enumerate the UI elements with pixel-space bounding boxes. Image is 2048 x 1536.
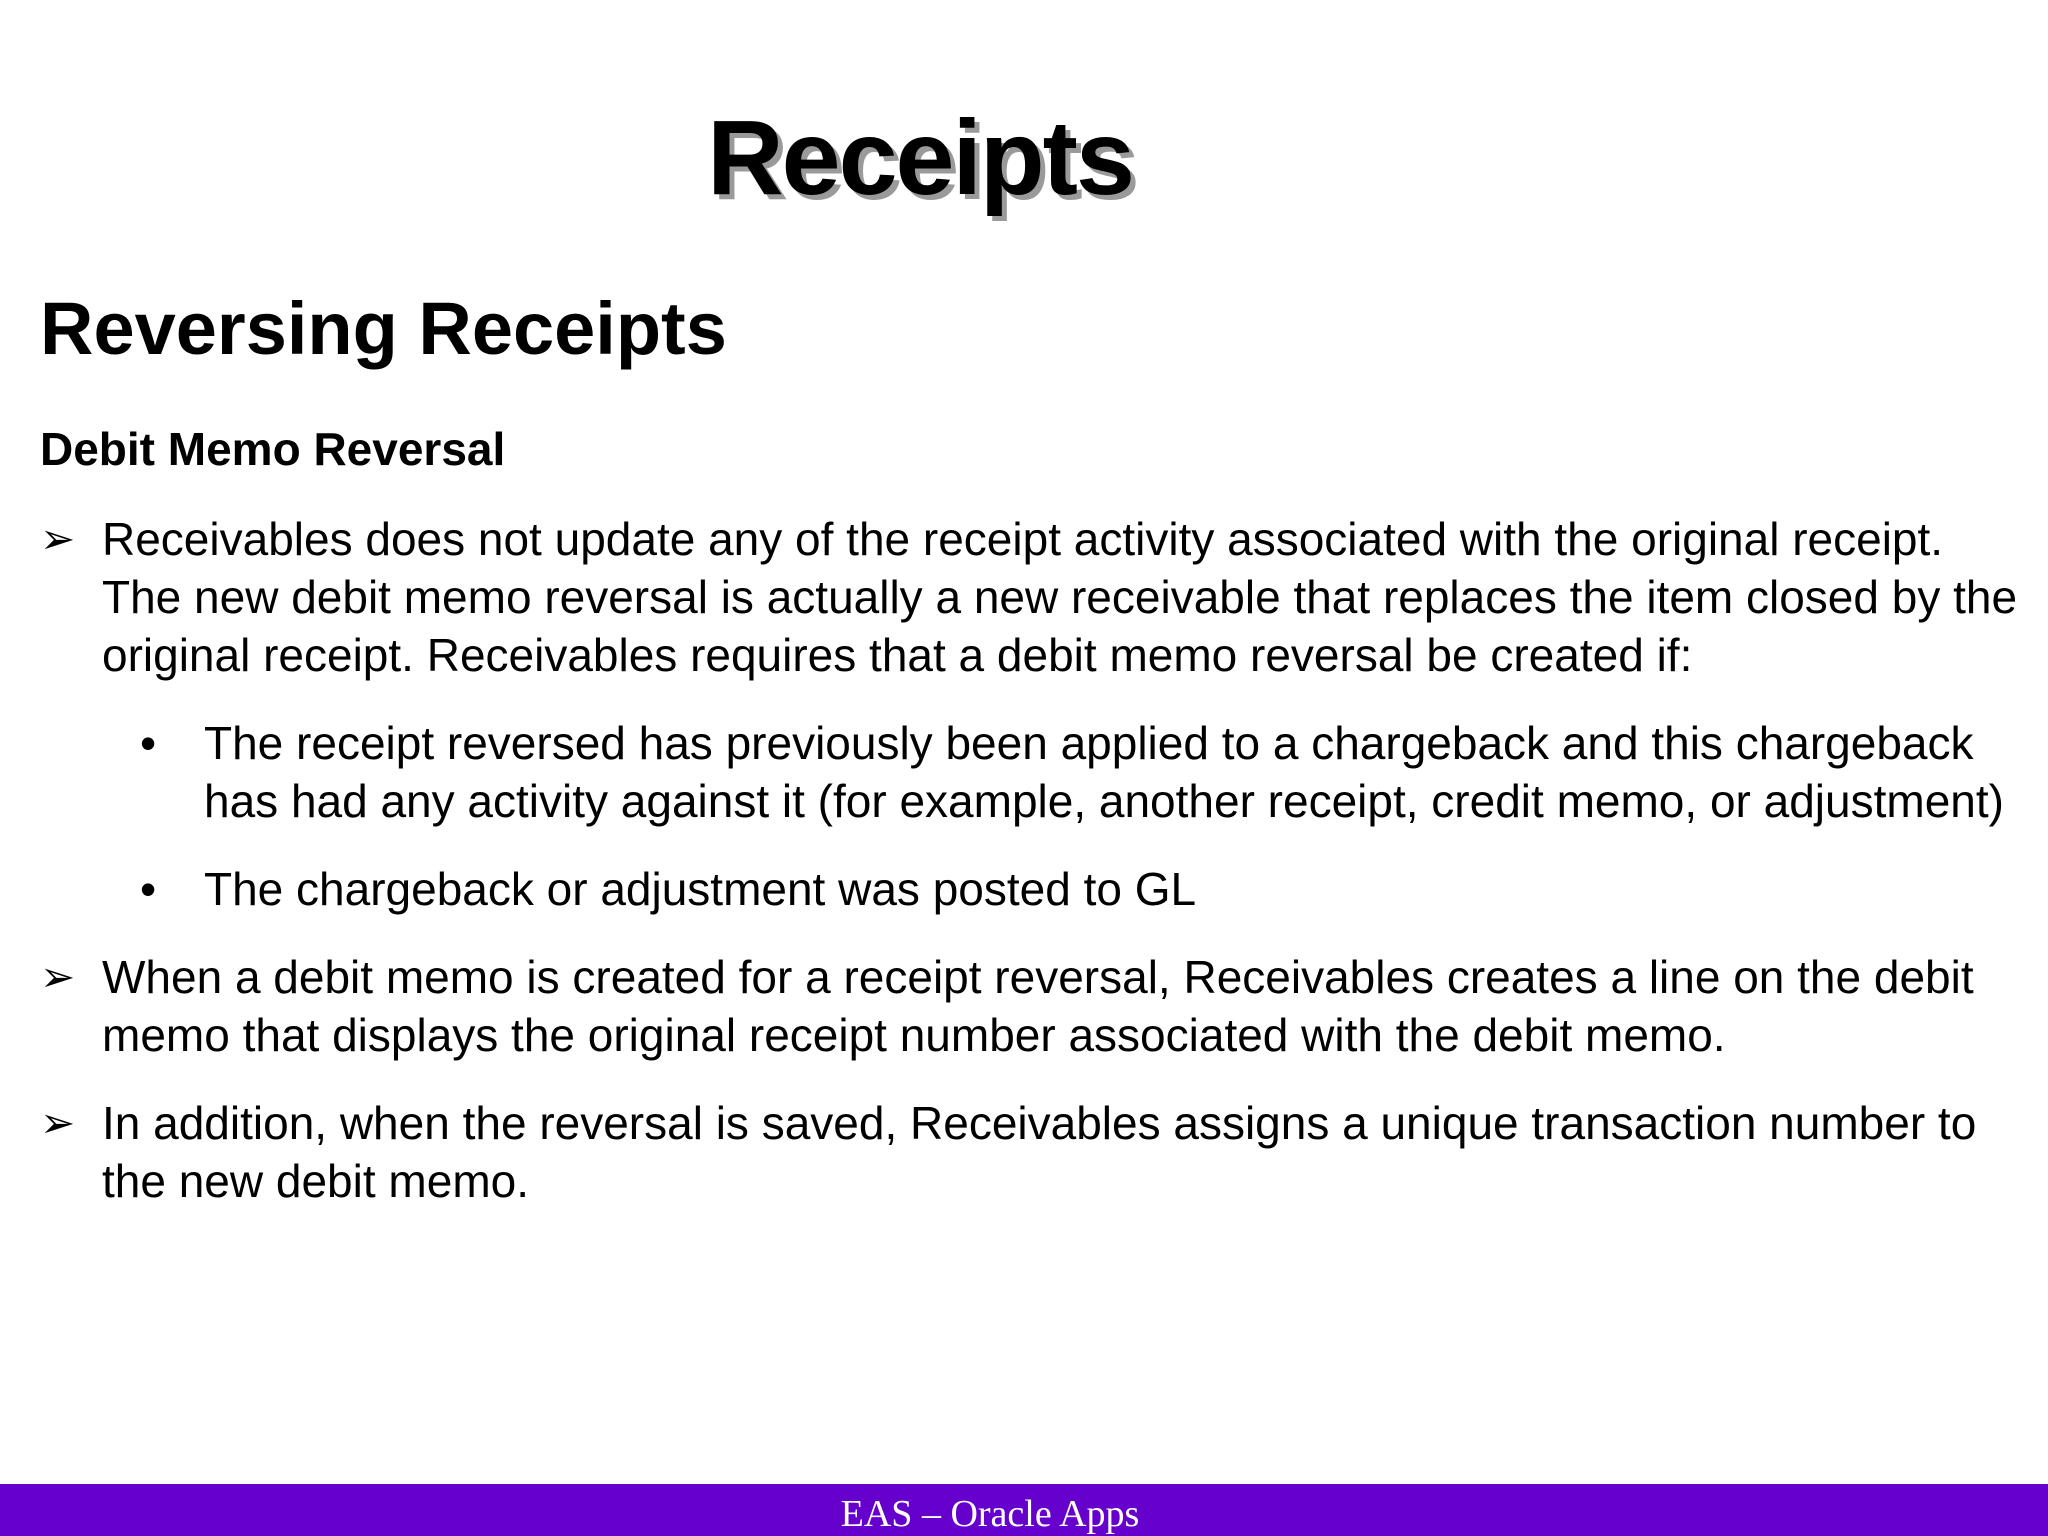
section-heading: Reversing Receipts [40,287,727,370]
dot-bullet-icon: • [140,717,157,769]
bullet-text: In addition, when the reversal is saved, Receivables assigns a unique transaction number to the new debit memo. [102,1097,1977,1207]
sub-bullet-item [40,860,2020,918]
sub-bullet-item [40,714,2020,830]
sub-bullet-text: The receipt reversed has previously been applied to a chargeback and this chargeback has had any activity against it (for example, another receipt, credit memo, or adjustment) [204,717,2004,827]
arrow-bullet-icon: ➢ [40,1099,76,1146]
bullet-item [40,1094,2020,1210]
dot-bullet-icon: • [140,863,157,915]
bullet-text: When a debit memo is created for a receipt reversal, Receivables creates a line on the debit memo that displays the original receipt number associated with the debit memo. [102,951,1974,1061]
subheading: Debit Memo Reversal [40,423,506,475]
arrow-bullet-icon: ➢ [40,515,76,562]
sub-bullet-text: The chargeback or adjustment was posted to GL [204,863,1197,915]
slide-title: Receipts [707,99,1133,217]
arrow-bullet-icon: ➢ [40,953,76,1000]
footer-text: EAS – Oracle Apps [840,1493,1140,1535]
footer-bar [0,1484,2048,1536]
bullet-item [40,948,2020,1064]
bullet-list [40,510,2020,1240]
bullet-text: Receivables does not update any of the receipt activity associated with the original receipt. The new debit memo reversal is actually a new receivable that replaces the item closed by the original receipt. Receivables requires that a debit memo reversal be created if: [102,513,2018,681]
bullet-item [40,510,2020,684]
